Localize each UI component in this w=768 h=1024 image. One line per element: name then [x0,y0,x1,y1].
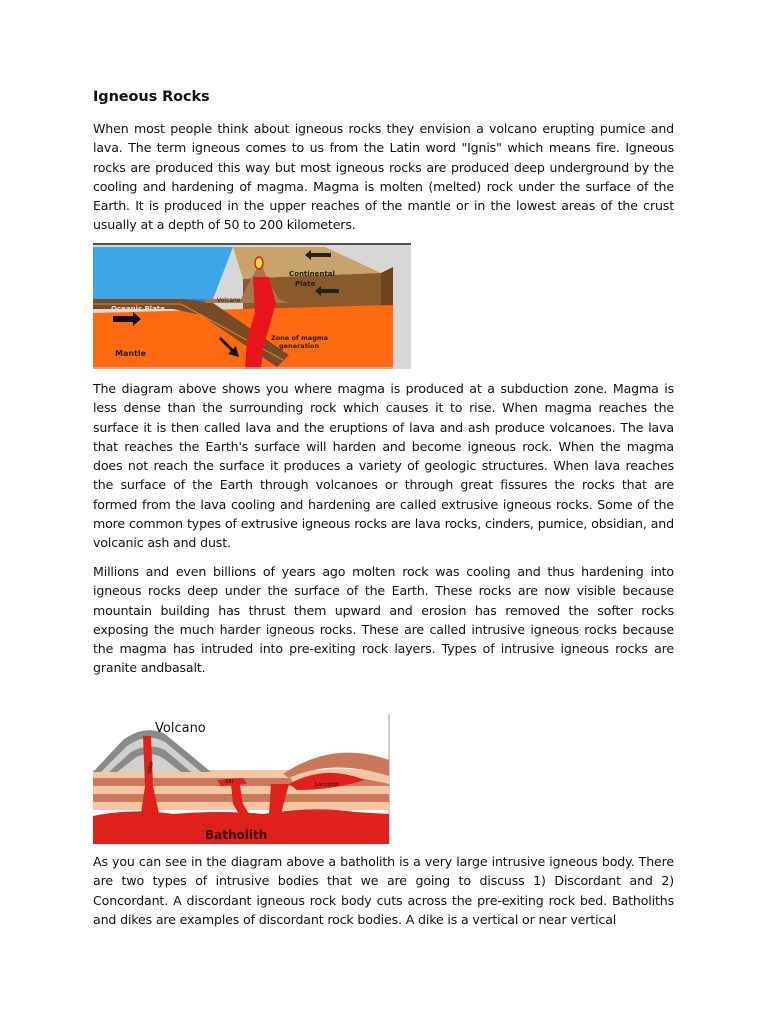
paragraph-batholith: As you can see in the diagram above a batholith is a very large intrusive igneous body. There are two types of intrusive bodies that we are going to discuss 1) Discordant and 2) Concordant. A discordant igneous rock body cuts across the pre-exiting rock bed. Batholiths and dikes are examples of discordant rock bodies. A dike is a vertical or near vertical [93,854,674,927]
label-sill: Sill [225,779,234,785]
label-batholith: Batholith [205,828,268,842]
label-continental: Continental [289,270,335,278]
label-mantle: Mantle [115,349,147,358]
label-laccolith: Laccolith [315,782,340,788]
label-zone-1: Zone of magma [271,334,329,342]
label-oceanic-plate: Oceanic Plate [111,305,165,313]
label-dike: Dike [147,761,156,775]
paragraph-intro: When most people think about igneous rocks they envision a volcano erupting pumice and lava. The term igneous comes to us from the Latin word "Ignis" which means fire. Igneous rocks are produced this way but most igneous rocks are produced deep underground by the cooling and hardening of magma. Magma is molten (melted) rock under the surface of the Earth. It is produced in the upper reaches of the mantle or in the lowest areas of the crust usually at a depth of 50 to 200 kilometers. [93,121,674,233]
paragraph-intrusive: Millions and even billions of years ago molten rock was cooling and thus hardening into igneous rocks deep under the surface of the Earth. These rocks are now visible because mountain building has thrust them upward and erosion has removed the softer rocks exposing the much harder igneous rocks. These are called intrusive igneous rocks because the magma has intruded into pre-exiting rock layers. Types of intrusive igneous rocks are granite andbasalt. [93,564,674,676]
batholith-diagram [93,714,391,844]
subduction-zone-diagram [93,243,411,369]
label-plate: Plate [295,280,316,288]
label-volcano: Volcano [217,297,241,304]
ocean-water [93,247,233,299]
label-volcano: Volcano [155,721,206,736]
label-zone-2: generation [279,342,320,350]
page-title: Igneous Rocks [93,89,210,105]
paragraph-subduction: The diagram above shows you where magma is produced at a subduction zone. Magma is less dense than the surrounding rock which causes it to rise. When magma reaches the surface it is then called lava and the eruptions of lava and ash produce volcanoes. The lava that reaches the Earth's surface will harden and become igneous rock. When the magma does not reach the surface it produces a variety of geologic structures. When lava reaches the surface of the Earth through volcanoes or through great fissures the rocks that are formed from the lava cooling and hardening are called extrusive igneous rocks. Some of the more common types of extrusive igneous rocks are lava rocks, cinders, pumice, obsidian, and volcanic ash and dust. [93,381,674,551]
